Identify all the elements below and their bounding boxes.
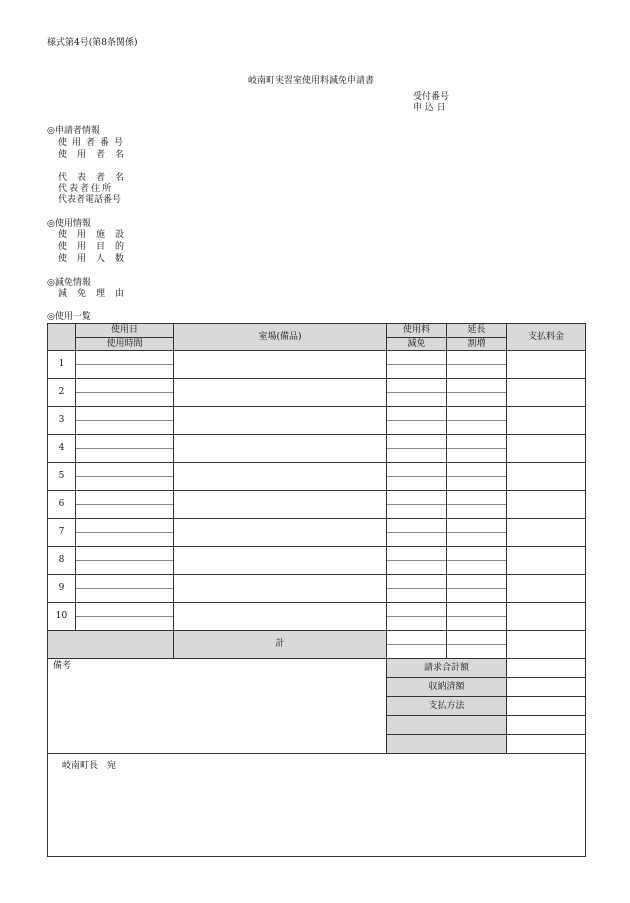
header-payment: 支払料金: [507, 324, 586, 351]
usage-section-title: ◎使用情報: [47, 219, 91, 229]
table-row: [48, 379, 586, 407]
usage-list-section-title: ◎使用一覧: [47, 312, 91, 322]
fee-cell[interactable]: [387, 463, 447, 491]
fee-cell[interactable]: [387, 519, 447, 547]
payment-cell[interactable]: [507, 491, 586, 519]
exemption-reason-label: 減免理由: [58, 289, 135, 299]
date-time-cell[interactable]: [76, 603, 174, 631]
extension-cell[interactable]: [447, 603, 507, 631]
form-title: 岐南町実習室使用料減免申請書: [248, 76, 375, 86]
remarks-label: 備考: [53, 661, 72, 671]
paid-amount-label: 収納済額: [387, 678, 507, 697]
fee-cell[interactable]: [387, 547, 447, 575]
fee-cell[interactable]: [387, 491, 447, 519]
extension-cell[interactable]: [447, 491, 507, 519]
addressee-box: [47, 746, 586, 857]
usage-list-table: [47, 323, 586, 754]
row-number: 3: [48, 407, 76, 435]
date-time-cell[interactable]: [76, 491, 174, 519]
table-row: [48, 547, 586, 575]
date-time-cell[interactable]: [76, 351, 174, 379]
purpose-label: 使用目的: [58, 242, 135, 252]
payment-method-value[interactable]: [507, 697, 586, 716]
remarks-area[interactable]: [48, 659, 387, 754]
payment-cell[interactable]: [507, 407, 586, 435]
header-date: 使用日: [76, 324, 174, 338]
fee-cell[interactable]: [387, 407, 447, 435]
fee-cell[interactable]: [387, 435, 447, 463]
header-fee: 使用料: [387, 324, 447, 338]
table-row: [48, 519, 586, 547]
representative-name-label: 代表者名: [58, 173, 135, 183]
room-cell[interactable]: [174, 603, 387, 631]
row-number: 4: [48, 435, 76, 463]
room-cell[interactable]: [174, 351, 387, 379]
header-time: 使用時間: [76, 338, 174, 351]
total-row: [48, 631, 586, 659]
user-number-label: 使用者番号: [58, 138, 129, 148]
table-row: [48, 491, 586, 519]
room-cell[interactable]: [174, 491, 387, 519]
paid-amount-value[interactable]: [507, 678, 586, 697]
billing-total-label: 請求合計額: [387, 659, 507, 678]
extension-cell[interactable]: [447, 351, 507, 379]
receipt-number-label: 受付番号: [413, 92, 450, 102]
row-number: 1: [48, 351, 76, 379]
headcount-label: 使用人数: [58, 254, 135, 264]
date-time-cell[interactable]: [76, 463, 174, 491]
table-row: [48, 407, 586, 435]
facility-label: 使用施設: [58, 230, 135, 240]
billing-total-value[interactable]: [507, 659, 586, 678]
applicant-section-title: ◎申請者情報: [47, 126, 100, 136]
payment-cell[interactable]: [507, 519, 586, 547]
table-row: [48, 351, 586, 379]
fee-cell[interactable]: [387, 603, 447, 631]
room-cell[interactable]: [174, 379, 387, 407]
total-blank-cell: [48, 631, 174, 659]
extension-cell[interactable]: [447, 407, 507, 435]
payment-method-label: 支払方法: [387, 697, 507, 716]
fee-cell[interactable]: [387, 351, 447, 379]
user-name-label: 使用者名: [58, 150, 135, 160]
table-row: [48, 575, 586, 603]
header-number-cell: [48, 324, 76, 351]
payment-cell[interactable]: [507, 547, 586, 575]
representative-phone-label: 代表者電話番号: [58, 195, 122, 205]
payment-cell[interactable]: [507, 575, 586, 603]
addressee-label: 岐南町長 宛: [62, 761, 117, 771]
extension-cell[interactable]: [447, 575, 507, 603]
extension-cell[interactable]: [447, 435, 507, 463]
total-fee-cell[interactable]: [387, 631, 447, 659]
room-cell[interactable]: [174, 519, 387, 547]
extension-cell[interactable]: [447, 547, 507, 575]
room-cell[interactable]: [174, 463, 387, 491]
application-date-label: 申 込 日: [413, 103, 446, 113]
payment-cell[interactable]: [507, 463, 586, 491]
row-number: 8: [48, 547, 76, 575]
blank-gray-cell: [387, 716, 507, 735]
payment-cell[interactable]: [507, 379, 586, 407]
total-extension-cell[interactable]: [447, 631, 507, 659]
extension-cell[interactable]: [447, 379, 507, 407]
row-number: 7: [48, 519, 76, 547]
total-payment-cell[interactable]: [507, 631, 586, 659]
exemption-section-title: ◎減免情報: [47, 278, 91, 288]
header-exemption: 減免: [387, 338, 447, 351]
total-label: 計: [174, 631, 387, 659]
row-number: 10: [48, 603, 76, 631]
fee-cell[interactable]: [387, 379, 447, 407]
room-cell[interactable]: [174, 435, 387, 463]
date-time-cell[interactable]: [76, 407, 174, 435]
table-row: [48, 463, 586, 491]
row-number: 6: [48, 491, 76, 519]
header-room: 室場(備品): [174, 324, 387, 351]
date-time-cell[interactable]: [76, 435, 174, 463]
blank-value-cell[interactable]: [507, 716, 586, 735]
room-cell[interactable]: [174, 407, 387, 435]
extension-cell[interactable]: [447, 463, 507, 491]
extension-cell[interactable]: [447, 519, 507, 547]
table-row: [48, 435, 586, 463]
payment-cell[interactable]: [507, 435, 586, 463]
row-number: 9: [48, 575, 76, 603]
form-number: 様式第4号(第8条関係): [47, 38, 138, 48]
date-time-cell[interactable]: [76, 547, 174, 575]
row-number: 2: [48, 379, 76, 407]
representative-address-label: 代表者住所: [58, 184, 114, 194]
payment-cell[interactable]: [507, 351, 586, 379]
payment-cell[interactable]: [507, 603, 586, 631]
header-extension: 延長: [447, 324, 507, 338]
date-time-cell[interactable]: [76, 519, 174, 547]
fee-cell[interactable]: [387, 575, 447, 603]
date-time-cell[interactable]: [76, 575, 174, 603]
row-number: 5: [48, 463, 76, 491]
room-cell[interactable]: [174, 547, 387, 575]
table-row: [48, 603, 586, 631]
date-time-cell[interactable]: [76, 379, 174, 407]
room-cell[interactable]: [174, 575, 387, 603]
header-surcharge: 割増: [447, 338, 507, 351]
